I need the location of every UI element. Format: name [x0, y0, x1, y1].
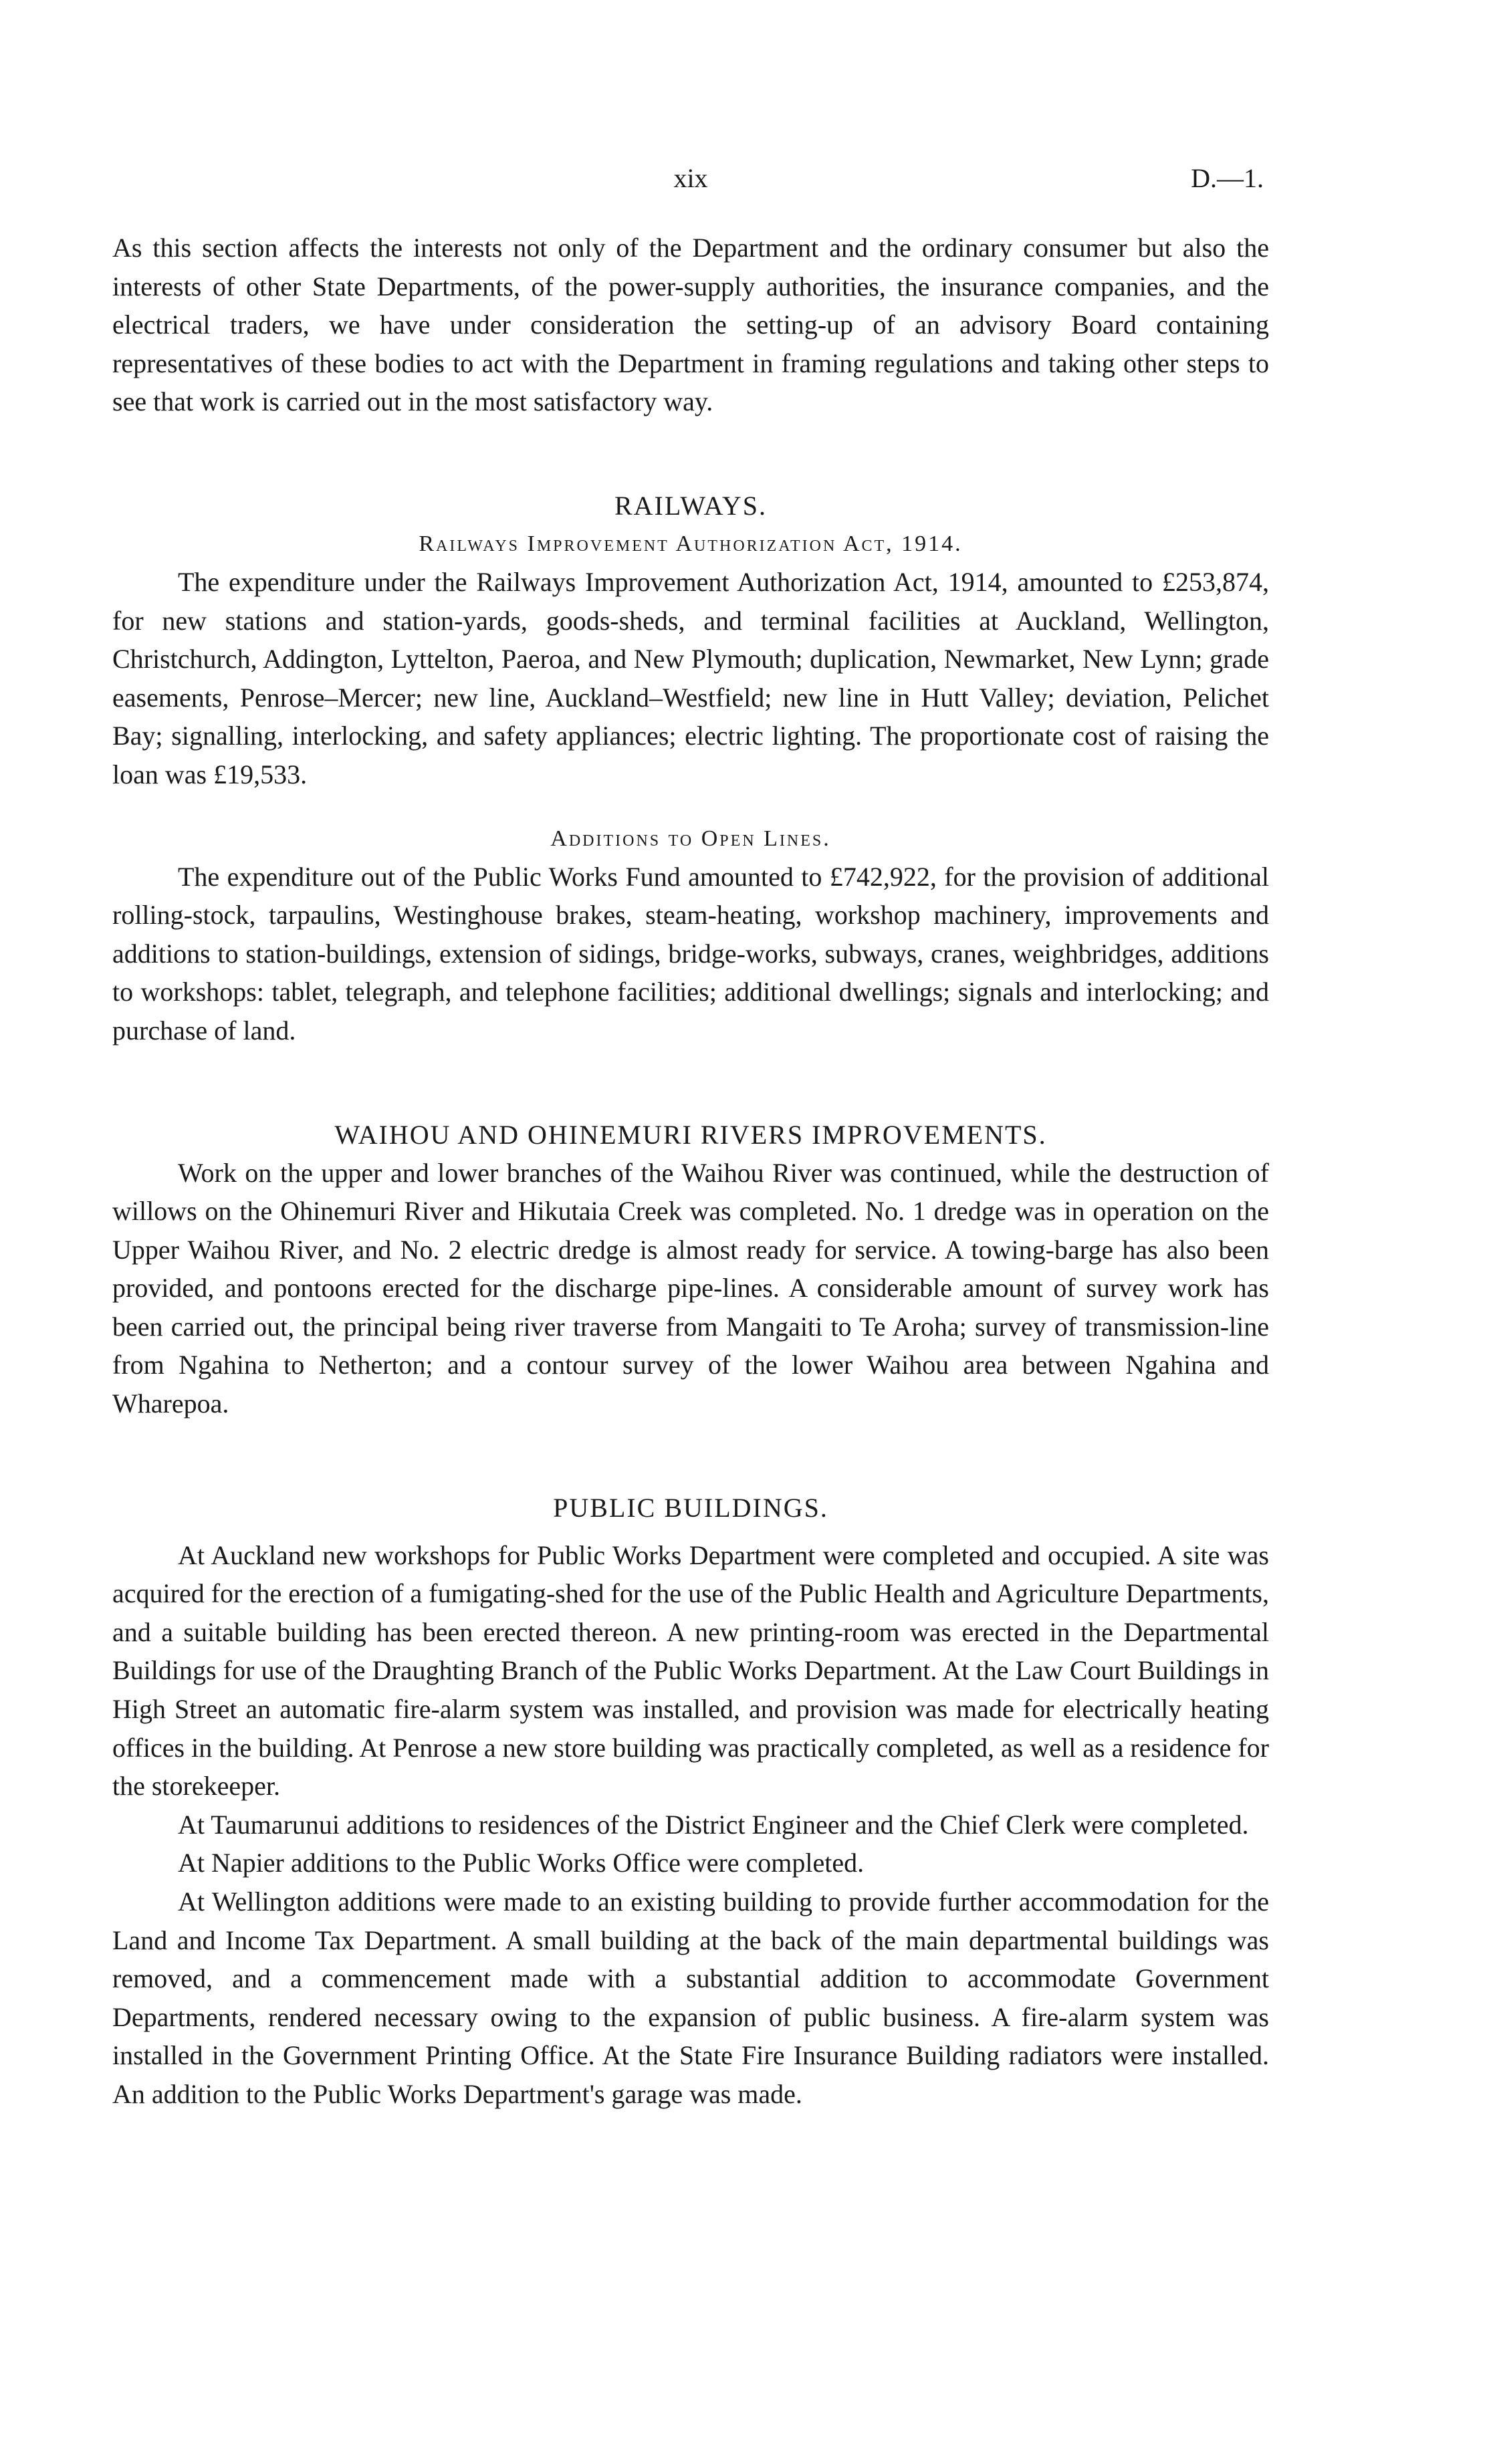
additions-open-lines-heading: Additions to Open Lines. [550, 826, 831, 851]
waihou-heading: WAIHOU AND OHINEMURI RIVERS IMPROVEMENTS. [334, 1119, 1047, 1150]
public-buildings-paragraph-napier: At Napier additions to the Public Works Office were completed. [178, 1848, 865, 1878]
railways-heading: RAILWAYS. [614, 490, 768, 521]
waihou-paragraph: Work on the upper and lower branches of the Waihou River was continued, while the destruction of willows on the Ohinemuri River and Hikutaia Creek was completed. No. 1 dredge was in operation on the Upper Waihou River, and No. 2 electric dredge is almost ready for service. A towing-barge has also been provided, and pontoons erected for the discharge pipe-lines. A considerable amount of survey work has been carried out, the principal being river traverse from Mangaiti to Te Aroha; survey of transmission-line from Ngahina to Netherton; and a contour survey of the lower Waihou area between Ngahina and Wharepoa. [112, 1157, 1269, 1419]
railways-improvement-act-heading: Railways Improvement Authorization Act, 1914. [419, 531, 963, 556]
public-buildings-paragraph-taumarunui: At Taumarunui additions to residences of the District Engineer and the Chief Clerk were completed. [178, 1809, 1249, 1840]
intro-paragraph: As this section affects the interests not only of the Department and the ordinary consumer but also the interests of other State Departments, of the power-supply authorities, the insurance companies, and the electrical traders, we have under consideration the setting-up of an advisory Board containing representatives of these bodies to act with the Department in framing regulations and taking other steps to see that work is carried out in the most satisfactory way. [112, 233, 1269, 417]
page-header [112, 162, 1269, 203]
railways-improvement-act-paragraph: The expenditure under the Railways Improvement Authorization Act, 1914, amounted to £253,874, for new stations and station-yards, goods-sheds, and terminal facilities at Auckland, Wellington, Christchurch, Addington, Lyttelton, Paeroa, and New Plymouth; duplication, Newmarket, New Lynn; grade easements, Penrose–Mercer; new line, Auckland–Westfield; new line in Hutt Valley; deviation, Pelichet Bay; signalling, interlocking, and safety appliances; electric lighting. The proportionate cost of raising the loan was £19,533. [112, 566, 1269, 789]
page-number: xix [673, 163, 708, 193]
railways-section [112, 487, 1269, 1050]
waihou-section [112, 1116, 1269, 1423]
public-buildings-paragraph-auckland: At Auckland new workshops for Public Works Department were completed and occupied. A site was acquired for the erection of a fumigating-shed for the use of the Public Health and Agriculture Departments, and a suitable building has been erected thereon. A new printing-room was erected in the Departmental Buildings for use of the Draughting Branch of the Public Works Department. At the Law Court Buildings in High Street an automatic fire-alarm system was installed, and provision was made for electrically heating offices in the building. At Penrose a new store building was practically completed, as well as a residence for the storekeeper. [112, 1539, 1269, 1802]
page-content [112, 229, 1269, 2114]
additions-open-lines-paragraph: The expenditure out of the Public Works Fund amounted to £742,922, for the provision of additional rolling-stock, tarpaulins, Westinghouse brakes, steam-heating, workshop machinery, improvements and additions to station-buildings, extension of sidings, bridge-works, subways, cranes, weighbridges, additions to workshops: tablet, telegraph, and telephone facilities; additional dwellings; signals and interlocking; and purchase of land. [112, 861, 1269, 1045]
public-buildings-paragraph-wellington: At Wellington additions were made to an existing building to provide further accommodation for the Land and Income Tax Department. A small building at the back of the main departmental buildings was removed, and a commencement made with a substantial addition to accommodate Government Departments, rendered necessary owing to the expansion of public business. A fire-alarm system was installed in the Government Printing Office. At the State Fire Insurance Building radiators were installed. An addition to the Public Works Department's garage was made. [112, 1886, 1269, 2109]
public-buildings-heading: PUBLIC BUILDINGS. [553, 1492, 828, 1523]
document-reference: D.—1. [1191, 163, 1264, 193]
public-buildings-section [112, 1489, 1269, 2114]
